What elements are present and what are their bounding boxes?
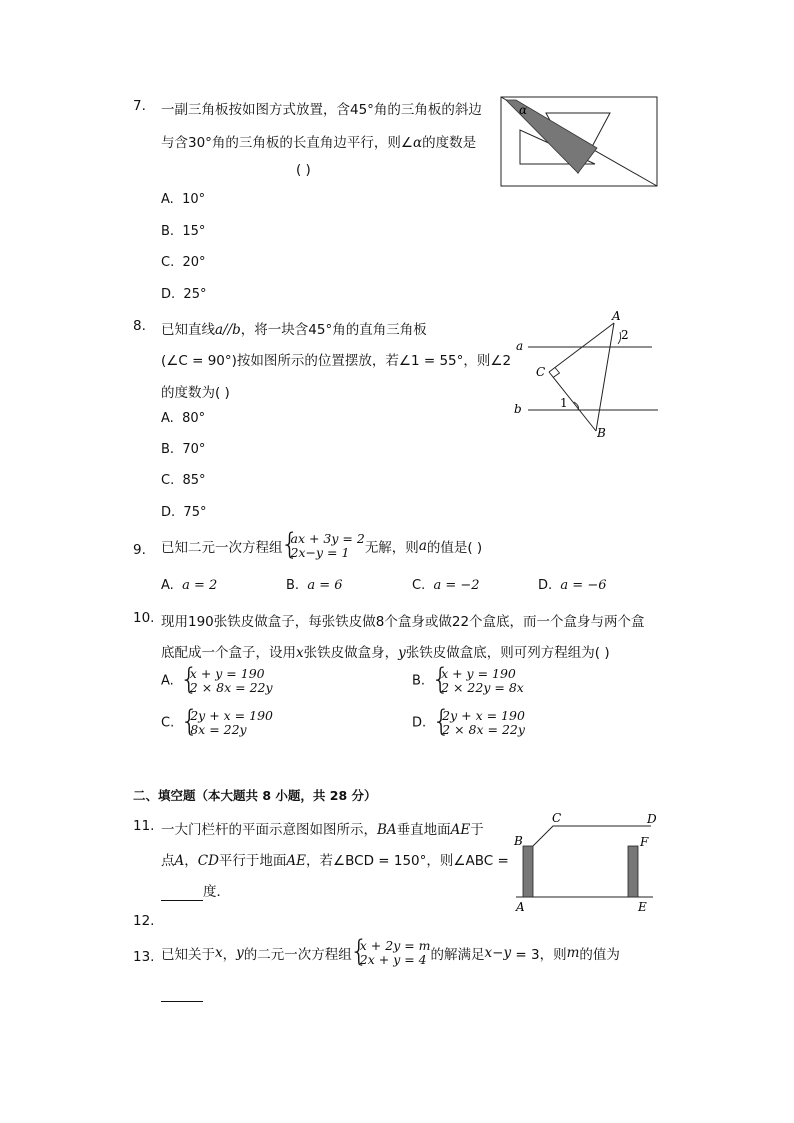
- q8-label-C: C: [536, 365, 546, 379]
- q11-line3: 度．: [161, 880, 230, 901]
- q7-line1: 一副三角板按如图方式放置，含45°角的三角板的斜边: [161, 102, 482, 118]
- q11-answer-blank[interactable]: [161, 884, 203, 901]
- q7-line2: 与含30°角的三角板的长直角边平行，则∠α的度数是: [161, 135, 477, 151]
- q13-answer-line: [161, 985, 203, 1002]
- q7-option-b[interactable]: B. 15°: [161, 224, 206, 239]
- q11-label-B: B: [514, 834, 523, 848]
- q10-option-a[interactable]: A. { x + y = 190 2 × 8x = 22y: [161, 667, 273, 695]
- q11-number: 11.: [133, 818, 155, 834]
- q8-option-c[interactable]: C. 85°: [161, 473, 206, 488]
- q9-equation-system: { ax + 3y = 2 2x−y = 1: [283, 532, 365, 560]
- q10-line1: 现用190张铁皮做盒子，每张铁皮做8个盒身或做22个盒底，而一个盒身与两个盒: [161, 614, 645, 630]
- q11-label-F: F: [640, 835, 649, 849]
- q10-number: 10.: [133, 610, 155, 626]
- q13-equation-system: { x + 2y = m 2x + y = 4: [352, 939, 431, 967]
- q11-label-A: A: [516, 900, 525, 914]
- q8-line1: 已知直线a//b，将一块含45°角的直角三角板: [161, 322, 427, 338]
- q7-alpha-label: α: [519, 103, 528, 117]
- q13-answer-blank[interactable]: [161, 985, 203, 1002]
- q9-option-c[interactable]: C. a = −2: [412, 578, 480, 593]
- q8-option-b[interactable]: B. 70°: [161, 442, 206, 457]
- q8-label-b: b: [514, 402, 522, 416]
- q7-option-a[interactable]: A. 10°: [161, 192, 206, 207]
- q11-figure: [508, 810, 666, 916]
- q9-option-a[interactable]: A. a = 2: [161, 578, 218, 593]
- q8-side-AB: [596, 323, 614, 431]
- q8-label-B: B: [597, 426, 606, 440]
- q11-line2: 点A，CD平行于地面AE，若∠BCD = 150°，则∠ABC =: [161, 853, 509, 869]
- q8-label-A: A: [612, 309, 621, 323]
- q8-number: 8.: [133, 318, 146, 334]
- q7-paren: ( ): [296, 162, 311, 178]
- q11-rail: [533, 826, 651, 846]
- q9-option-d[interactable]: D. a = −6: [538, 578, 607, 593]
- q11-post-left: [523, 846, 533, 897]
- q9-number: 9.: [133, 542, 146, 558]
- section-title: 二、填空题（本大题共 8 小题，共 28 分）: [133, 788, 377, 803]
- q8-line2: (∠C = 90°)按如图所示的位置摆放，若∠1 = 55°，则∠2: [161, 353, 512, 369]
- q10-line2: 底配成一个盒子，设用x张铁皮做盒身，y张铁皮做盒底，则可列方程组为( ): [161, 645, 610, 661]
- q8-label-a: a: [516, 339, 524, 353]
- q8-label-1: 1: [560, 396, 568, 410]
- q10-option-d[interactable]: D. { 2y + x = 190 2 × 8x = 22y: [412, 709, 525, 737]
- q8-figure: [508, 306, 664, 442]
- q10-option-c[interactable]: C. { 2y + x = 190 8x = 22y: [161, 709, 273, 737]
- q12-number: 12.: [133, 913, 155, 929]
- q11-post-right: [628, 846, 638, 897]
- q13-stem: 已知关于x，y的二元一次方程组 { x + 2y = m 2x + y = 4 的解满足x−y = 3，则m的值为: [161, 939, 620, 967]
- q10-option-b[interactable]: B. { x + y = 190 2 × 22y = 8x: [412, 667, 524, 695]
- q8-label-2: 2: [621, 328, 629, 342]
- q7-figure: [500, 96, 660, 188]
- q7-option-c[interactable]: C. 20°: [161, 255, 206, 270]
- q11-label-D: D: [647, 812, 657, 826]
- q11-label-E: E: [638, 900, 647, 914]
- q7-number: 7.: [133, 98, 146, 114]
- q7-option-d[interactable]: D. 25°: [161, 287, 207, 302]
- q8-right-angle: [553, 368, 560, 378]
- q13-number: 13.: [133, 949, 155, 965]
- q11-label-C: C: [552, 811, 562, 825]
- q8-option-d[interactable]: D. 75°: [161, 505, 207, 520]
- q9-stem: 已知二元一次方程组 { ax + 3y = 2 2x−y = 1 无解，则a的值是( ): [161, 532, 482, 560]
- q8-side-CB: [549, 372, 596, 431]
- q9-option-b[interactable]: B. a = 6: [286, 578, 343, 593]
- q8-line3: 的度数为( ): [161, 385, 230, 401]
- q11-line1: 一大门栏杆的平面示意图如图所示，BA垂直地面AE于: [161, 822, 484, 838]
- q8-option-a[interactable]: A. 80°: [161, 411, 206, 426]
